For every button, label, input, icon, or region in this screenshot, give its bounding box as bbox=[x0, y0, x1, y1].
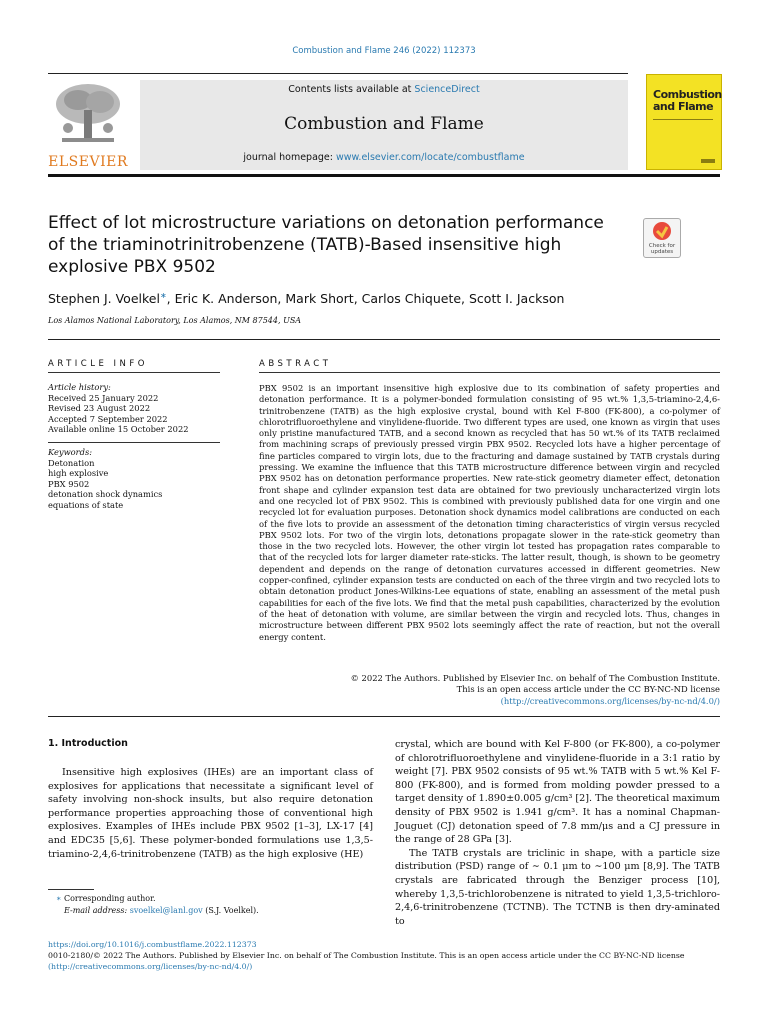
elsevier-wordmark: ELSEVIER bbox=[48, 154, 128, 170]
masthead bbox=[140, 80, 628, 170]
contents-prefix: Contents lists available at bbox=[288, 84, 415, 95]
footnote bbox=[56, 893, 376, 917]
cover-title-line-1: Combustion bbox=[653, 88, 722, 101]
abstract-body: PBX 9502 is an important insensitive high explosive due to its combination of safety properties and detonation performance. It is a polymer-bonded formulation consisting of 95 wt.% 1,3,5-triamino-2,4,6-trinitrobenzene (TATB) as the high explosive crystal, bound with Kel F-800 (FK-800), a co-polymer of chlorotrifluoroethylene and vinylidene-fluoride. Two different types are used, one known as virgin that uses only pristine manufactured TATB, and a second known as recycled that has 50 wt.% of its TATB reclaimed from machining scraps of previously pressed virgin PBX 9502. Recycled lots have a higher percentage of fine particles compared to virgin lots, due to the fracturing and damage sustained by TATB crystals during pressing. We examine the influence that this TATB microstructure difference between virgin and recycled PBX 9502 has on detonation performance properties. New rate-stick geometry diameter effect, detonation front shape and cylinder expansion test data are obtained for two previously uncharacterized virgin lots and one recycled lot of PBX 9502. This is combined with previously published data for one virgin and one recycled lot for evaluation purposes. Detonation shock dynamics model calibrations are conducted on each of the five lots to provide an assessment of the detonation timing characteristics of virgin versus recycled PBX 9502 lots. For two of the virgin lots, detonations propagate slower in the rate-stick geometry than those in the two recycled lots. However, the other virgin lot tested has propagation rates comparable to that of the recycled lots for larger diameter rate-sticks. The latter result, though, is shown to be geometry dependent and depends on the range of detonation curvatures accessed in different geometries. New copper-confined, cylinder expansion tests are conducted on each of the three virgin and two recycled lots to obtain detonation product Jones-Wilkins-Lee equations of state, enabling an assessment of the metal push capabilities for each of the five lots. We find that the metal push capabilities, characterized by the evolution of the heat of detonation with volume, are similar between the virgin and recycled lots. Thus, changes in microstructure between different PBX 9502 lots seemingly affect the rate of reaction, but not the overall energy content. bbox=[259, 383, 720, 642]
intro-paragraph-1: Insensitive high explosives (IHEs) are an important class of explosives for applications that necessitate a significant level of safety involving non-shock insults, but also require detonation performance properties approaching those of conventional high explosives. Examples of IHEs include PBX 9502 [1–3], LX-17 [4] and EDC35 [5,6]. These polymer-bonded formulations use 1,3,5-triamino-2,4,6-trinitrobenzene (TATB) as the high explosive (HE) bbox=[48, 767, 373, 860]
author-list bbox=[48, 291, 728, 306]
introduction-heading: 1. Introduction bbox=[48, 738, 128, 749]
elsevier-tree-icon bbox=[48, 80, 128, 150]
header-rule-thick bbox=[48, 174, 720, 177]
cover-title-line-2: and Flame bbox=[653, 100, 714, 113]
footnote-corresponding: Corresponding author. bbox=[63, 894, 156, 903]
header-rule-top bbox=[48, 73, 628, 74]
keywords-divider bbox=[48, 442, 220, 443]
intro-left-column bbox=[48, 766, 373, 861]
license-line-1: © 2022 The Authors. Published by Elsevier Inc. on behalf of The Combustion Institute. bbox=[350, 673, 720, 683]
contents-line bbox=[140, 84, 628, 95]
homepage-prefix: journal homepage: bbox=[243, 152, 336, 163]
abstract-heading: ABSTRACT bbox=[259, 359, 332, 369]
license-line-2: This is an open access article under the CC BY-NC-ND license bbox=[456, 684, 720, 695]
corresponding-author-mark[interactable]: ∗ bbox=[159, 291, 167, 300]
footnote-rule bbox=[48, 889, 94, 890]
elsevier-logo bbox=[48, 80, 128, 168]
affiliation: Los Alamos National Laboratory, Los Alamos, NM 87544, USA bbox=[48, 316, 302, 325]
keyword-item: high explosive bbox=[48, 468, 109, 479]
keyword-item: equations of state bbox=[48, 499, 124, 510]
author-email-link[interactable]: svoelkel@lanl.gov bbox=[129, 906, 203, 915]
keywords bbox=[48, 447, 220, 511]
crossmark-label-2: updates bbox=[650, 249, 674, 255]
footer-copyright: 0010-2180/© 2022 The Authors. Published by Elsevier Inc. on behalf of The Combustion Institute. This is an open access article under the CC BY-NC-ND license bbox=[48, 951, 685, 960]
article-info-underline bbox=[48, 372, 220, 373]
keyword-item: PBX 9502 bbox=[48, 478, 90, 489]
cover-divider bbox=[653, 119, 713, 120]
email-suffix: (S.J. Voelkel). bbox=[202, 906, 259, 915]
keywords-label: Keywords: bbox=[48, 447, 93, 457]
cover-title bbox=[653, 89, 722, 113]
license-link[interactable]: (http://creativecommons.org/licenses/by-nc-nd/4.0/) bbox=[500, 695, 720, 706]
article-info-heading: ARTICLE INFO bbox=[48, 359, 148, 369]
journal-reference-link[interactable]: Combustion and Flame 246 (2022) 112373 bbox=[292, 46, 476, 56]
intro-right-column bbox=[395, 738, 720, 928]
doi-link[interactable]: https://doi.org/10.1016/j.combustflame.2022.112373 bbox=[48, 940, 257, 949]
journal-title: Combustion and Flame bbox=[284, 114, 484, 134]
author-voelkel: Stephen J. Voelkel bbox=[48, 291, 160, 307]
homepage-line bbox=[140, 152, 628, 163]
article-title: Effect of lot microstructure variations on detonation performance of the triaminotrinitrobenzene (TATB)-Based insensitive high explosive PBX 9502 bbox=[48, 213, 604, 277]
cover-mark bbox=[701, 159, 715, 163]
history-label: Article history: bbox=[48, 382, 111, 392]
abstract-underline bbox=[259, 372, 720, 373]
keyword-item: Detonation bbox=[48, 457, 95, 468]
intro-paragraph-2: crystal, which are bound with Kel F-800 (or FK-800), a co-polymer of chlorotrifluoroethylene and vinylidene-fluoride in a 3:1 ratio by weight [7]. PBX 9502 consists of 95 wt.% TATB with 5 wt.% Kel F-800 (FK-800), and is formed from molding powder pressed to a target density of 1.890±0.005 g/cm³ [2]. The theoretical maximum density of PBX 9502 is 1.941 g/cm³. It has a nominal Chapman-Jouguet (CJ) detonation speed of 7.8 mm/μs and a CJ pressure in the range of 28 GPa [3]. bbox=[395, 739, 720, 846]
footnote-mark: ∗ bbox=[56, 894, 62, 903]
crossmark-label-1: Check for bbox=[648, 243, 676, 249]
homepage-link[interactable]: www.elsevier.com/locate/combustflame bbox=[336, 152, 525, 163]
email-label: E-mail address: bbox=[64, 906, 130, 915]
history-accepted: Accepted 7 September 2022 bbox=[48, 413, 168, 424]
history-revised: Revised 23 August 2022 bbox=[48, 403, 151, 414]
article-info-rule bbox=[48, 339, 720, 340]
intro-paragraph-3: The TATB crystals are triclinic in shape, with a particle size distribution (PSD) range of ∼ 0.1 μm to ∼100 μm [8,9]. The TATB crystals are fabricated through the Benziger process [10], whereby 1,3,5-trichlorobenzene is nitrated to yield 1,3,5-trichloro-2,4,6-trinitrobenzene (TCTNB). The TCTNB is then dry-aminated to bbox=[395, 847, 720, 927]
footer-license-link[interactable]: (http://creativecommons.org/licenses/by-nc-nd/4.0/) bbox=[48, 962, 253, 971]
abstract-end-rule bbox=[48, 716, 720, 717]
history-online: Available online 15 October 2022 bbox=[48, 424, 189, 435]
crossmark-icon bbox=[652, 221, 672, 241]
article-history bbox=[48, 382, 220, 435]
author-list-rest: , Eric K. Anderson, Mark Short, Carlos Chiquete, Scott I. Jackson bbox=[166, 291, 565, 307]
check-for-updates-button[interactable] bbox=[643, 218, 681, 258]
journal-cover[interactable] bbox=[646, 74, 722, 170]
page-footer bbox=[48, 939, 728, 972]
sciencedirect-link[interactable]: ScienceDirect bbox=[414, 84, 480, 95]
history-received: Received 25 January 2022 bbox=[48, 392, 159, 403]
abstract-license bbox=[300, 673, 720, 707]
keyword-item: detonation shock dynamics bbox=[48, 489, 163, 500]
